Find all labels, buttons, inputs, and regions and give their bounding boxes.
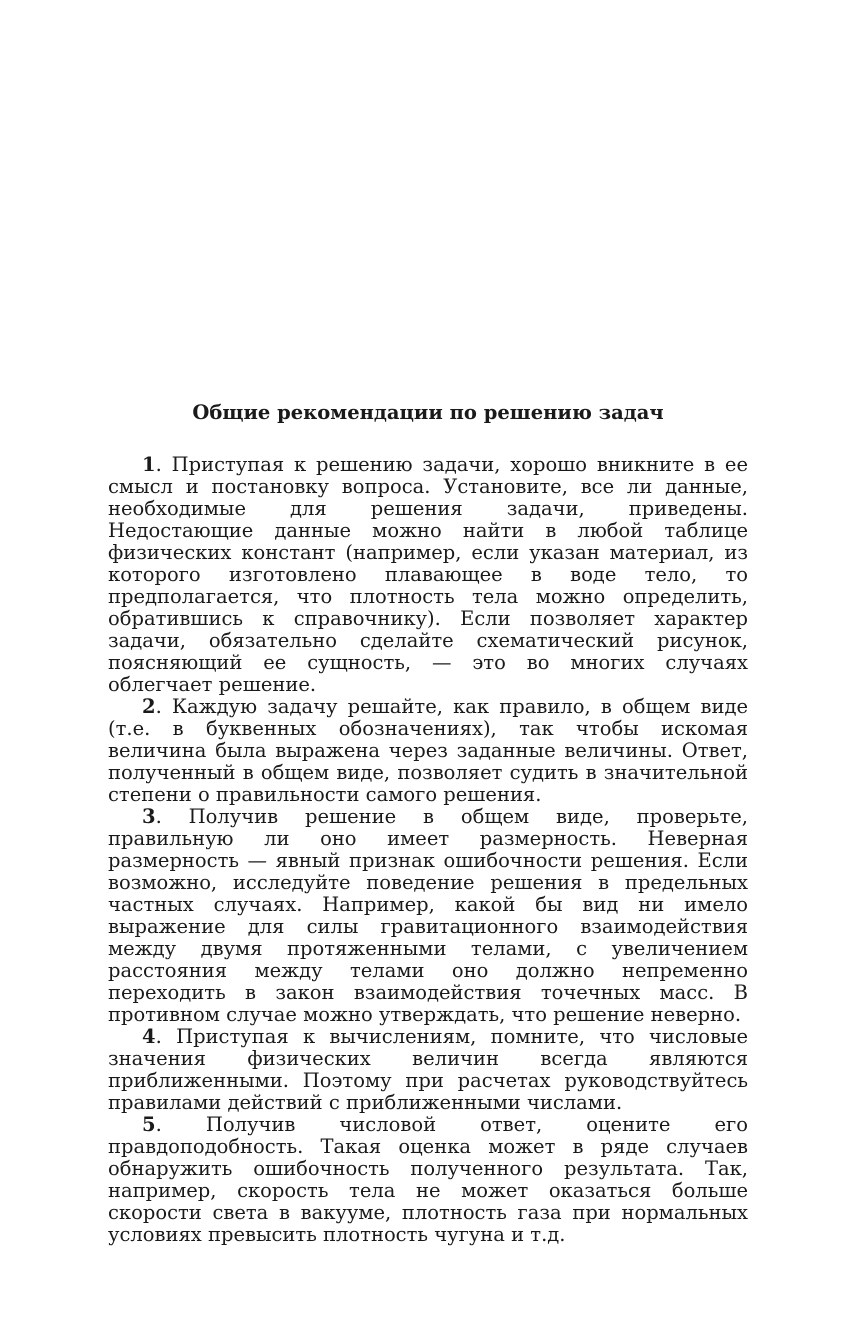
- paragraph-text: . Получив решение в общем виде, проверьте, правильную ли оно имеет размерность. Неверная размерность — явный признак ошибочности решения. Если возможно, исследуйте поведение решения в предельных частных случаях. Например, какой бы вид ни имело выражение для силы гравитационного взаимодействия между двумя протяженными телами, с увеличением расстояния между телами оно должно непременно переходить в закон взаимодействия точечных масс. В противном случае можно утверждать, что решение неверно.: [108, 805, 748, 1026]
- paragraph-number: 2: [142, 695, 156, 718]
- body-text: [108, 454, 748, 1246]
- paragraph-number: 4: [142, 1025, 156, 1048]
- paragraph-text: . Приступая к решению задачи, хорошо вникните в ее смысл и постановку вопроса. Установите, все ли данные, необходимые для решения задачи, приведены. Недостающие данные можно найти в любой таблице физических констант (например, если указан материал, из которого изготовлено плавающее в воде тело, то предполагается, что плотность тела можно определить, обратившись к справочнику). Если позволяет характер задачи, обязательно сделайте схематический рисунок, поясняющий ее сущность, — это во многих случаях облегчает решение.: [108, 453, 748, 696]
- page-title: Общие рекомендации по решению задач: [192, 401, 664, 424]
- paragraph-text: . Приступая к вычислениям, помните, что числовые значения физических величин всегда являются приближенными. Поэтому при расчетах руководствуйтесь правилами действий с приближенными числами.: [108, 1025, 748, 1114]
- paragraph-3: [108, 806, 748, 1026]
- paragraph-1: [108, 454, 748, 696]
- paragraph-number: 1: [142, 453, 156, 476]
- paragraph-text: . Получив числовой ответ, оцените его правдоподобность. Такая оценка может в ряде случаев обнаружить ошибочность полученного результата. Так, например, скорость тела не может оказаться больше скорости света в вакууме, плотность газа при нормальных условиях превысить плотность чугуна и т.д.: [108, 1113, 748, 1246]
- paragraph-number: 5: [142, 1113, 156, 1136]
- paragraph-5: [108, 1114, 748, 1246]
- paragraph-4: [108, 1026, 748, 1114]
- paragraph-number: 3: [142, 805, 156, 828]
- paragraph-text: . Каждую задачу решайте, как правило, в общем виде (т.е. в буквенных обозначениях), так чтобы искомая величина была выражена через заданные величины. Ответ, полученный в общем виде, позволяет судить в значительной степени о правильности самого решения.: [108, 695, 748, 806]
- paragraph-2: [108, 696, 748, 806]
